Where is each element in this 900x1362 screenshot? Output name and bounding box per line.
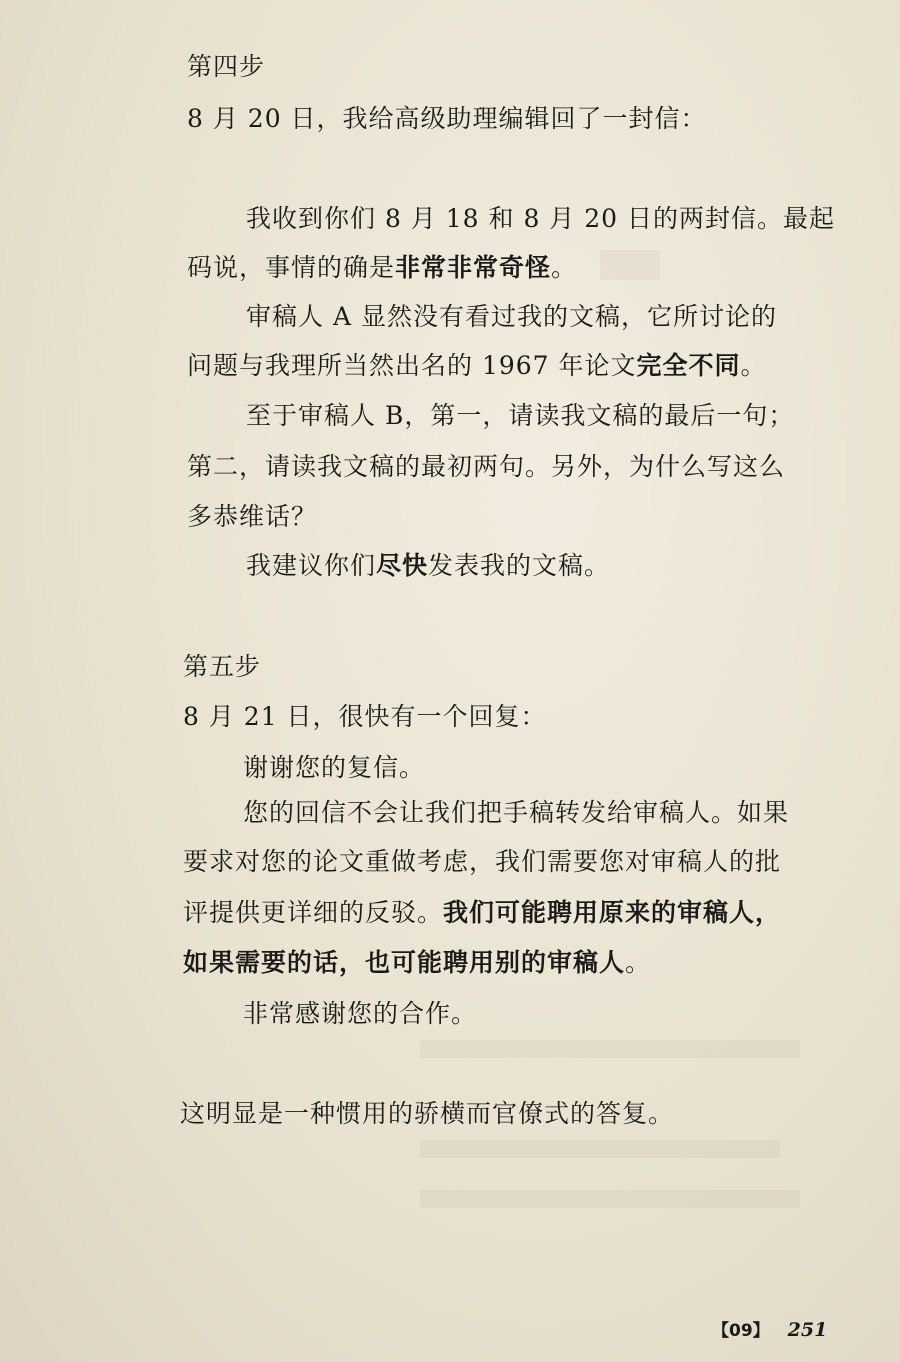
body-text: 发表我的文稿。 [428, 551, 611, 580]
bleed-through [420, 1190, 800, 1208]
letter-line [246, 199, 835, 235]
letter-line [187, 497, 317, 533]
emphasis-text: 非常非常奇怪 [395, 253, 552, 282]
letter-line [246, 297, 777, 333]
step4-intro: 8 月 20 日，我给高级助理编辑回了一封信： [187, 104, 707, 133]
body-text: 第二，请读我文稿的最初两句。另外，为什么写这么 [187, 452, 786, 481]
emphasis-text: 我们可能聘用原来的审稿人， [443, 898, 782, 927]
body-text: 您的回信不会让我们把手稿转发给审稿人。如果 [243, 798, 790, 827]
body-text: 。 [551, 253, 578, 282]
step4-heading: 第四步 [187, 52, 266, 81]
bleed-through [420, 1040, 800, 1058]
reply-line [243, 793, 789, 829]
reply-line [243, 748, 425, 784]
letter-line [187, 346, 767, 382]
body-text: 码说，事情的确是 [187, 253, 396, 282]
reply-line [183, 893, 781, 929]
reply-line [183, 842, 781, 878]
bleed-through [420, 1140, 780, 1158]
body-text: 评提供更详细的反驳。 [183, 898, 444, 927]
body-text: 要求对您的论文重做考虑，我们需要您对审稿人的批 [183, 847, 782, 876]
page-footer [712, 1316, 827, 1341]
body-text: 问题与我理所当然出名的 1967 年论文 [187, 351, 637, 380]
chapter-number: 【09】 [712, 1321, 770, 1341]
body-text: 。 [625, 948, 652, 977]
step5-heading: 第五步 [183, 652, 262, 681]
body-text: 。 [740, 351, 767, 380]
letter-line [246, 396, 794, 432]
bleed-through [600, 250, 660, 280]
emphasis-text: 如果需要的话，也可能聘用别的审稿人 [183, 948, 626, 977]
emphasis-text: 完全不同 [636, 351, 741, 380]
emphasis-text: 尽快 [376, 551, 429, 580]
body-text: 非常感谢您的合作。 [243, 999, 478, 1028]
body-text: 我建议你们 [246, 551, 377, 580]
step5-intro: 8 月 21 日，很快有一个回复： [183, 702, 547, 731]
body-text: 至于审稿人 B，第一，请读我文稿的最后一句； [246, 401, 795, 430]
conclusion-text: 这明显是一种惯用的骄横而官僚式的答复。 [180, 1099, 675, 1128]
body-text: 审稿人 A 显然没有看过我的文稿，它所讨论的 [246, 302, 777, 331]
letter-line [187, 248, 577, 284]
page-number: 251 [787, 1319, 828, 1341]
body-text: 多恭维话？ [187, 502, 318, 531]
letter-line [246, 546, 610, 582]
letter-line [187, 447, 785, 483]
reply-line [183, 943, 651, 979]
body-text: 谢谢您的复信。 [243, 753, 426, 782]
reply-line [243, 994, 477, 1030]
body-text: 我收到你们 8 月 18 和 8 月 20 日的两封信。最起 [246, 204, 836, 233]
